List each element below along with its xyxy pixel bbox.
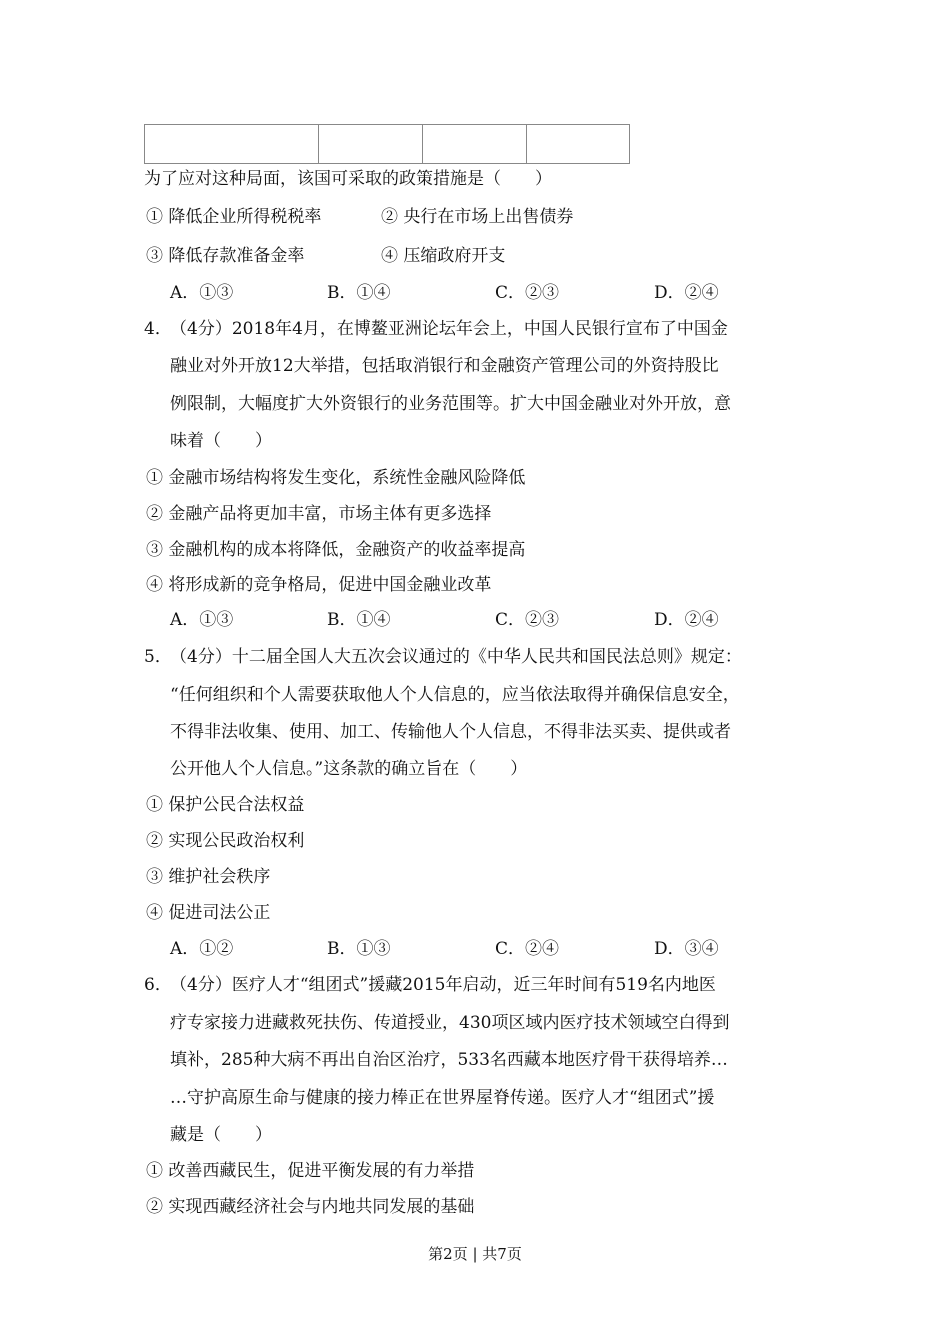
q3-item-4: ④ 压缩政府开支 bbox=[381, 246, 506, 266]
q4-stem-line: 融业对外开放12大举措，包括取消银行和金融资产管理公司的外资持股比 bbox=[170, 356, 719, 376]
q5-item-3: ③ 维护社会秩序 bbox=[146, 867, 271, 887]
q4-stem-line: 味着（ ） bbox=[170, 431, 272, 451]
q6-stem-line: 疗专家接力进藏救死扶伤、传道授业，430项区域内医疗技术领域空白得到 bbox=[170, 1013, 730, 1033]
table-fragment bbox=[144, 124, 630, 164]
q4-item-1: ① 金融市场结构将发生变化，系统性金融风险降低 bbox=[146, 468, 526, 488]
q3-item-3: ③ 降低存款准备金率 bbox=[146, 246, 305, 266]
q6-item-2: ② 实现西藏经济社会与内地共同发展的基础 bbox=[146, 1197, 475, 1217]
q5-number: 5． bbox=[144, 647, 172, 667]
q4-option-c[interactable]: C．②③ bbox=[495, 610, 560, 630]
q3-item-2: ② 央行在市场上出售债券 bbox=[381, 207, 574, 227]
q5-stem-line: （4分）十二届全国人大五次会议通过的《中华人民共和国民法总则》规定： bbox=[170, 647, 742, 667]
q5-option-a[interactable]: A．①② bbox=[170, 939, 234, 959]
q5-option-c[interactable]: C．②④ bbox=[495, 939, 560, 959]
q5-item-1: ① 保护公民合法权益 bbox=[146, 795, 305, 815]
q5-option-b[interactable]: B．①③ bbox=[327, 939, 391, 959]
q4-option-a[interactable]: A．①③ bbox=[170, 610, 234, 630]
table-cell bbox=[319, 125, 423, 164]
q5-item-2: ② 实现公民政治权利 bbox=[146, 831, 305, 851]
table-cell bbox=[145, 125, 319, 164]
q4-item-2: ② 金融产品将更加丰富，市场主体有更多选择 bbox=[146, 504, 492, 524]
q6-stem-line: 填补，285种大病不再出自治区治疗，533名西藏本地医疗骨干获得培养… bbox=[170, 1050, 728, 1070]
page-footer: 第2页 | 共7页 bbox=[428, 1245, 522, 1263]
q4-option-b[interactable]: B．①④ bbox=[327, 610, 391, 630]
q6-stem-line: 藏是（ ） bbox=[170, 1125, 272, 1145]
q5-item-4: ④ 促进司法公正 bbox=[146, 903, 271, 923]
q4-item-4: ④ 将形成新的竞争格局，促进中国金融业改革 bbox=[146, 575, 492, 595]
q3-item-1: ① 降低企业所得税税率 bbox=[146, 207, 322, 227]
q4-stem-line: 例限制，大幅度扩大外资银行的业务范围等。扩大中国金融业对外开放，意 bbox=[170, 394, 731, 414]
q4-option-d[interactable]: D．②④ bbox=[654, 610, 719, 630]
q6-number: 6． bbox=[144, 975, 172, 995]
q5-stem-line: 不得非法收集、使用、加工、传输他人个人信息，不得非法买卖、提供或者 bbox=[170, 722, 731, 742]
q6-item-1: ① 改善西藏民生，促进平衡发展的有力举措 bbox=[146, 1161, 475, 1181]
q3-option-b[interactable]: B．①④ bbox=[327, 283, 391, 303]
q4-stem-line: （4分）2018年4月，在博鳌亚洲论坛年会上，中国人民银行宣布了中国金 bbox=[170, 319, 728, 339]
q3-options bbox=[170, 281, 770, 305]
table-cell bbox=[527, 125, 630, 164]
q5-stem-line: 公开他人个人信息。”这条款的确立旨在（ ） bbox=[170, 759, 528, 779]
table-row bbox=[145, 125, 630, 164]
q3-option-c[interactable]: C．②③ bbox=[495, 283, 560, 303]
q5-stem-line: “任何组织和个人需要获取他人个人信息的，应当依法取得并确保信息安全， bbox=[170, 685, 740, 705]
q6-stem-line: …守护高原生命与健康的接力棒正在世界屋脊传递。医疗人才“组团式”援 bbox=[170, 1088, 715, 1108]
q4-options bbox=[170, 608, 770, 632]
q4-item-3: ③ 金融机构的成本将降低，金融资产的收益率提高 bbox=[146, 540, 526, 560]
q4-number: 4． bbox=[144, 319, 172, 339]
q3-option-a[interactable]: A．①③ bbox=[170, 283, 234, 303]
table-cell bbox=[423, 125, 527, 164]
q5-options bbox=[170, 937, 770, 961]
q3-stem: 为了应对这种局面，该国可采取的政策措施是（ ） bbox=[144, 169, 552, 189]
q3-option-d[interactable]: D．②④ bbox=[654, 283, 719, 303]
q6-stem-line: （4分）医疗人才“组团式”援藏2015年启动，近三年时间有519名内地医 bbox=[170, 975, 716, 995]
q5-option-d[interactable]: D．③④ bbox=[654, 939, 719, 959]
